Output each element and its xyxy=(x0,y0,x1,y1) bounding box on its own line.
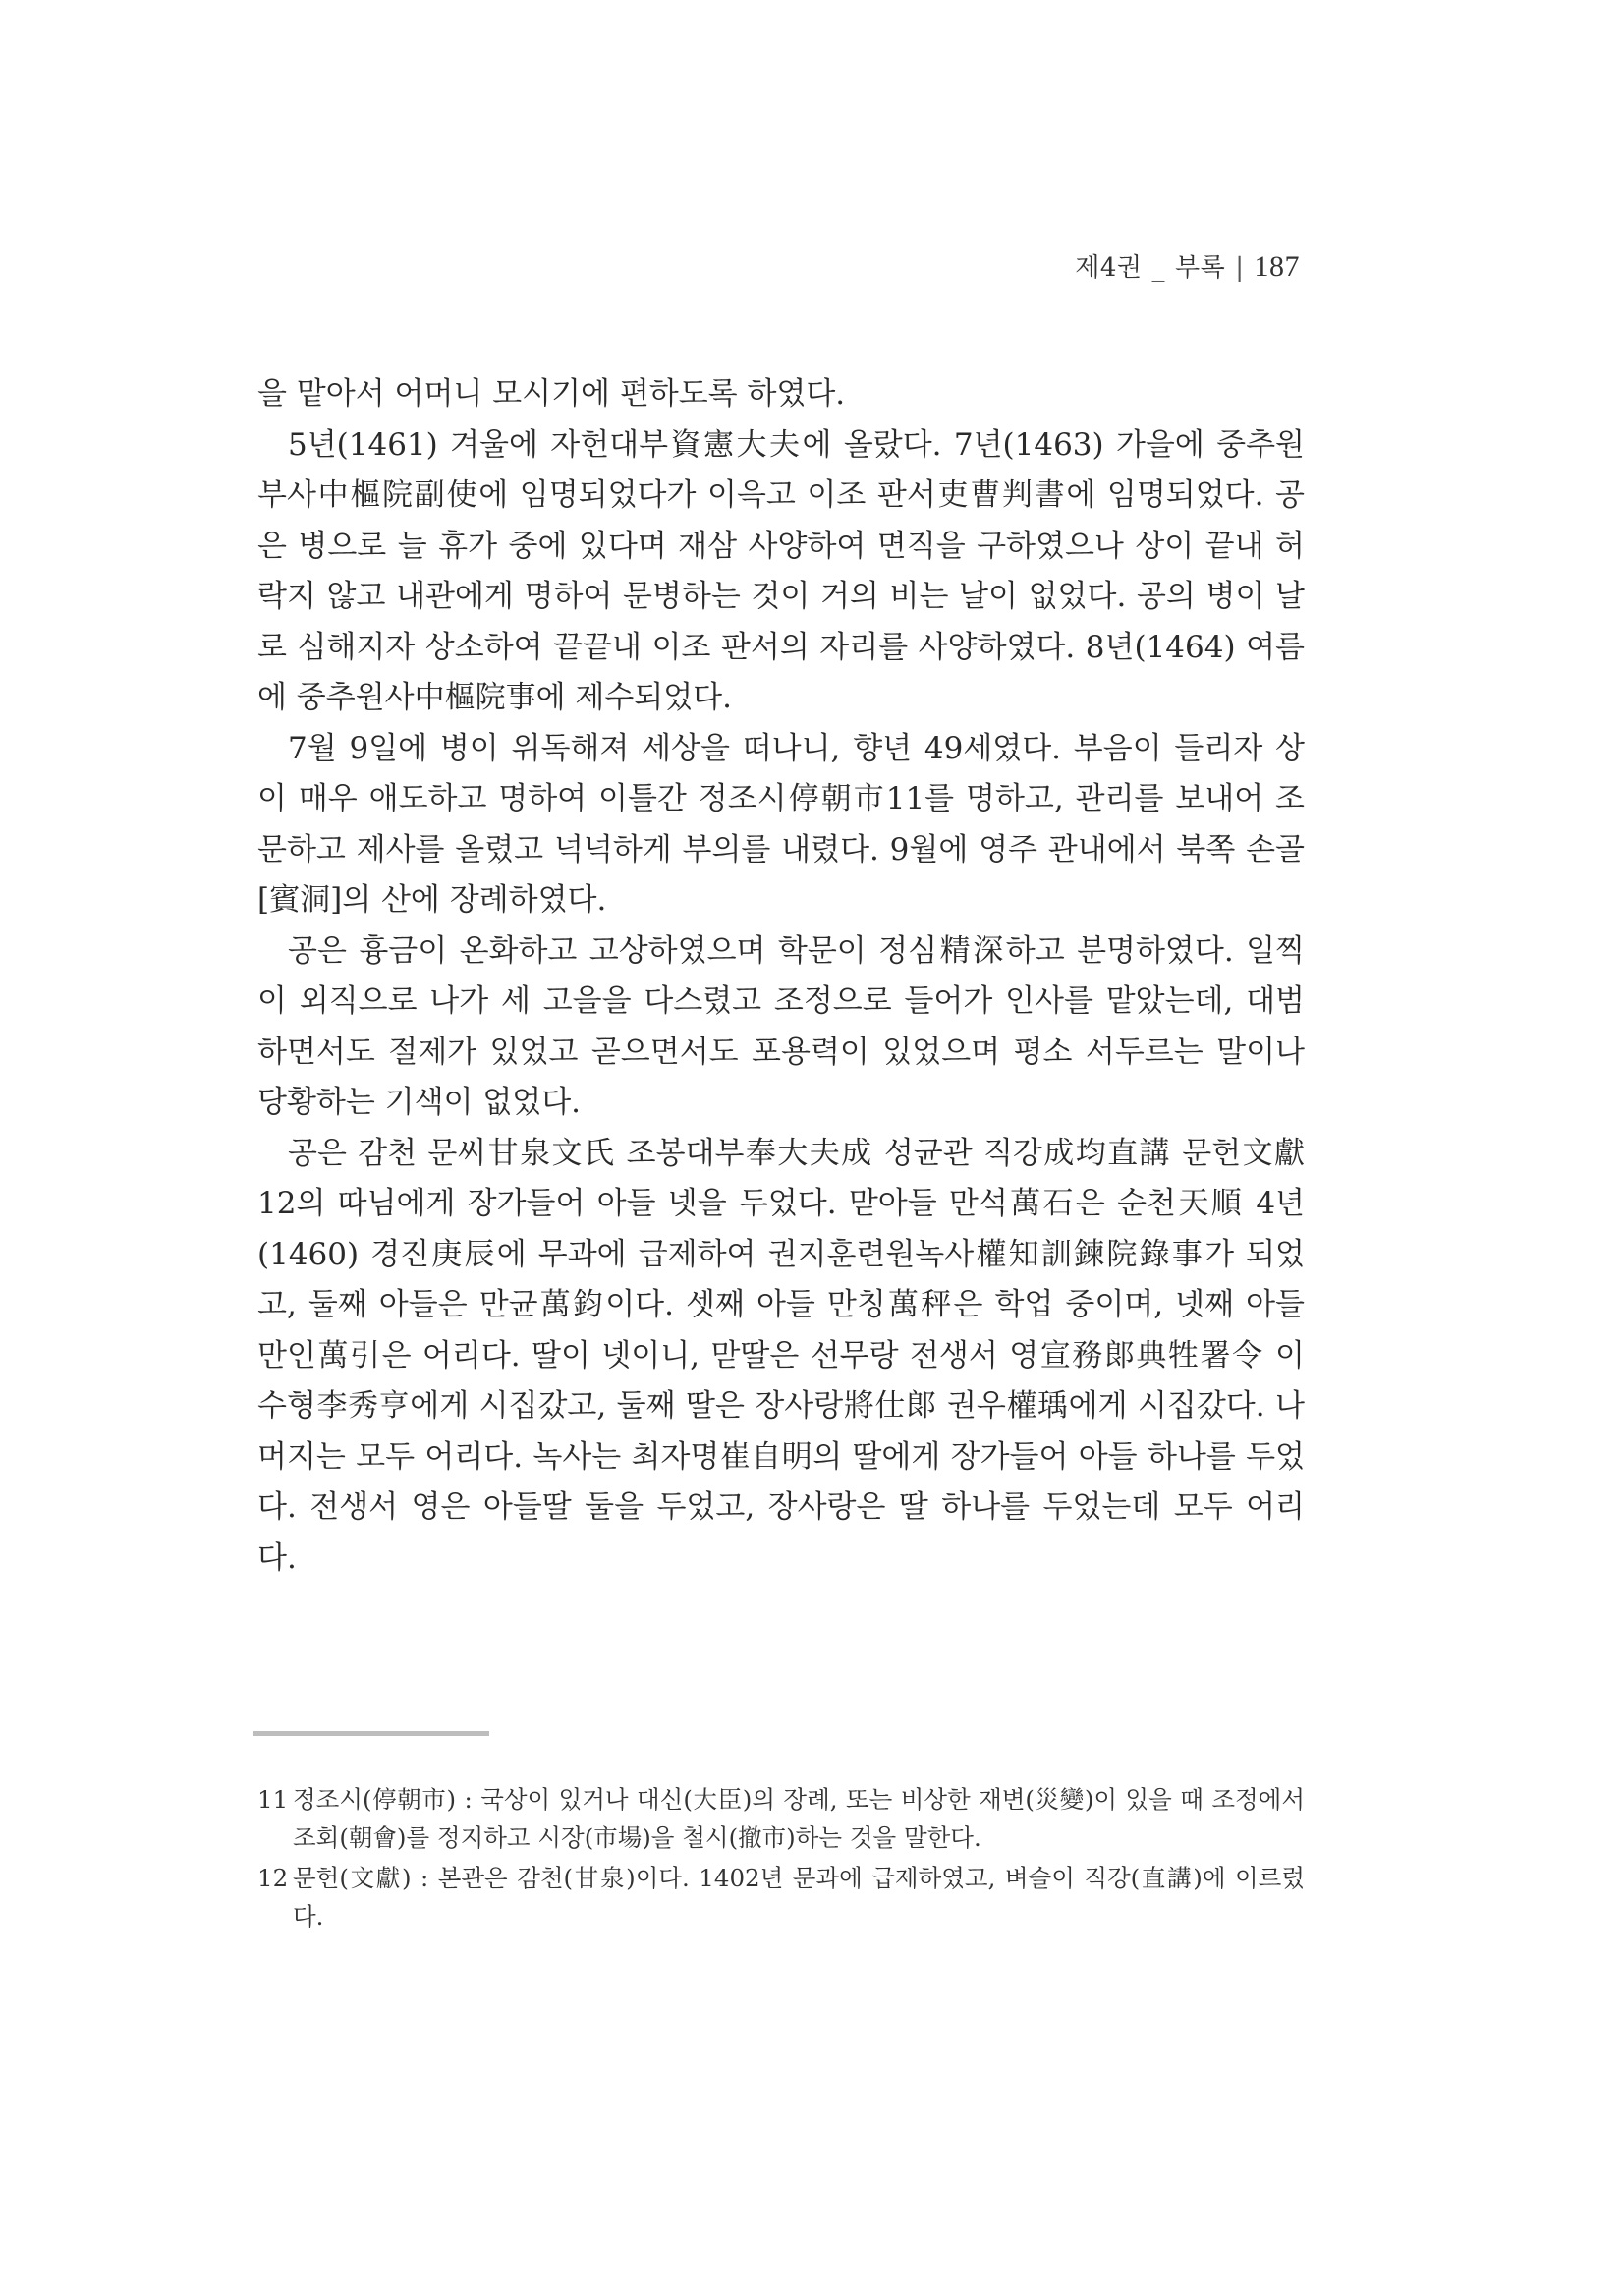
body-text xyxy=(257,369,1305,1584)
footnote xyxy=(257,1859,1305,1935)
footnote xyxy=(257,1780,1305,1857)
paragraph-continued: 을 맡아서 어머니 모시기에 편하도록 하였다. xyxy=(257,376,846,412)
paragraph: 공은 감천 문씨甘泉文氏 조봉대부奉大夫成 성균관 직강成均直講 문헌文獻12의 따님에게 장가들어 아들 넷을 두었다. 맏아들 만석萬石은 순천天順 4년(1460) 경진庚辰에 무과에 급제하여 권지훈련원녹사權知訓鍊院錄事가 되었고, 둘째 아들은 만균萬鈞이다. 셋째 아들 만칭萬秤은 학업 중이며, 넷째 아들 만인萬引은 어리다. 딸이 넷이니, 맏딸은 선무랑 전생서 영宣務郞典牲署令 이수형李秀亨에게 시집갔고, 둘째 딸은 장사랑將仕郞 권우權瑀에게 시집갔다. 나머지는 모두 어리다. 녹사는 최자명崔自明의 딸에게 장가들어 아들 하나를 두었다. 전생서 영은 아들딸 둘을 두었고, 장사랑은 딸 하나를 두었는데 모두 어리다. xyxy=(257,1135,1305,1576)
header-divider: | xyxy=(1235,253,1245,283)
footnote-divider xyxy=(253,1731,489,1736)
footnotes xyxy=(257,1780,1305,1937)
header-separator: _ xyxy=(1151,253,1165,283)
footnote-text: 문헌(文獻) : 본관은 감천(甘泉)이다. 1402년 문과에 급제하였고, 벼슬이 직강(直講)에 이르렀다. xyxy=(293,1864,1305,1931)
footnote-number: 12 xyxy=(257,1864,289,1892)
section-label: 부록 xyxy=(1175,253,1226,283)
footnote-text: 정조시(停朝市) : 국상이 있거나 대신(大臣)의 장례, 또는 비상한 재변(災變)이 있을 때 조정에서 조회(朝會)를 정지하고 시장(市場)을 철시(撤市)하는 것을 말한다. xyxy=(293,1785,1305,1852)
running-header xyxy=(1075,248,1300,284)
paragraph: 7월 9일에 병이 위독해져 세상을 떠나니, 향년 49세였다. 부음이 들리자 상이 매우 애도하고 명하여 이틀간 정조시停朝市11를 명하고, 관리를 보내어 조문하고 제사를 올렸고 넉넉하게 부의를 내렸다. 9월에 영주 관내에서 북쪽 손골[賓洞]의 산에 장례하였다. xyxy=(257,730,1305,918)
page-number: 187 xyxy=(1254,251,1300,283)
paragraph: 5년(1461) 겨울에 자헌대부資憲大夫에 올랐다. 7년(1463) 가을에 중추원 부사中樞院副使에 임명되었다가 이윽고 이조 판서吏曹判書에 임명되었다. 공은 병으로 늘 휴가 중에 있다며 재삼 사양하여 면직을 구하였으나 상이 끝내 허락지 않고 내관에게 명하여 문병하는 것이 거의 비는 날이 없었다. 공의 병이 날로 심해지자 상소하여 끝끝내 이조 판서의 자리를 사양하였다. 8년(1464) 여름에 중추원사中樞院事에 제수되었다. xyxy=(257,426,1305,715)
volume-label: 제4권 xyxy=(1075,253,1143,283)
footnote-number: 11 xyxy=(257,1785,289,1814)
paragraph: 공은 흉금이 온화하고 고상하였으며 학문이 정심精深하고 분명하였다. 일찍이 외직으로 나가 세 고을을 다스렸고 조정으로 들어가 인사를 맡았는데, 대범하면서도 절제가 있었고 곧으면서도 포용력이 있었으며 평소 서두르는 말이나 당황하는 기색이 없었다. xyxy=(257,932,1305,1120)
